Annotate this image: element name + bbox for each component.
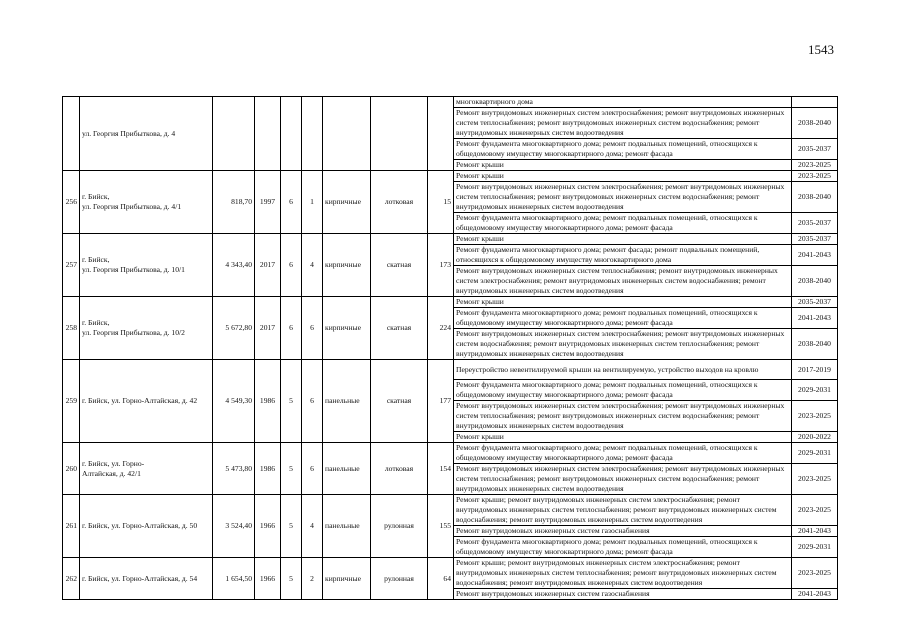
- period-cell: 2023-2025: [792, 160, 838, 171]
- roof-type-cell: скатная: [371, 360, 428, 443]
- table-row: [63, 234, 838, 245]
- table-row: [63, 297, 838, 308]
- row-number-cell: 261: [63, 495, 80, 558]
- work-type-cell: Ремонт крыши: [454, 234, 792, 245]
- period-cell: 2023-2025: [792, 495, 838, 526]
- period-cell: 2023-2025: [792, 401, 838, 432]
- row-number-cell: 256: [63, 171, 80, 234]
- empty-cell: [255, 97, 281, 171]
- area-cell: 5 672,80: [213, 297, 255, 360]
- entrances-cell: 6: [302, 297, 323, 360]
- work-type-cell: Ремонт внутридомовых инженерных систем электроснабжения; ремонт внутридомовых инженерных систем теплоснабжения; ремонт внутридомовых инженерных систем водоснабжения; ремонт внутридомовых инженерных систем водоотведения: [454, 401, 792, 432]
- floors-cell: 6: [281, 297, 302, 360]
- area-cell: 818,70: [213, 171, 255, 234]
- area-cell: 4 549,30: [213, 360, 255, 443]
- period-cell: 2029-2031: [792, 380, 838, 401]
- period-cell: 2020-2022: [792, 432, 838, 443]
- empty-cell: [323, 97, 371, 171]
- period-cell: 2035-2037: [792, 297, 838, 308]
- period-cell: 2041-2043: [792, 308, 838, 329]
- period-cell: 2038-2040: [792, 108, 838, 139]
- work-type-cell: Ремонт фундамента многоквартирного дома; ремонт подвальных помещений, относящихся к общедомовому имуществу многоквартирного дома; ремонт фасада: [454, 537, 792, 558]
- floors-cell: 5: [281, 558, 302, 600]
- apartments-cell: 224: [428, 297, 454, 360]
- work-type-cell: Ремонт внутридомовых инженерных систем теплоснабжения; ремонт внутридомовых инженерных систем электроснабжения; ремонт внутридомовых инженерных систем водоснабжения; ремонт внутридомовых инженерных систем водоотведения: [454, 266, 792, 297]
- floors-cell: 6: [281, 234, 302, 297]
- roof-type-cell: рулонная: [371, 495, 428, 558]
- work-type-cell: многоквартирного дома: [454, 97, 792, 108]
- address-cell: г. Бийск, ул. Георгия Прибыткова, д. 10/2: [80, 297, 213, 360]
- floors-cell: 6: [281, 171, 302, 234]
- entrances-cell: 4: [302, 234, 323, 297]
- table-row: [63, 558, 838, 589]
- entrances-cell: 6: [302, 443, 323, 495]
- work-type-cell: Ремонт внутридомовых инженерных систем электроснабжения; ремонт внутридомовых инженерных систем теплоснабжения; ремонт внутридомовых инженерных систем водоснабжения; ремонт внутридомовых инженерных систем водоотведения: [454, 108, 792, 139]
- period-cell: 2023-2025: [792, 558, 838, 589]
- period-cell: 2029-2031: [792, 443, 838, 464]
- period-cell: 2041-2043: [792, 245, 838, 266]
- area-cell: 5 473,80: [213, 443, 255, 495]
- page-number: 1543: [808, 42, 834, 57]
- wall-material-cell: панельные: [323, 495, 371, 558]
- roof-type-cell: рулонная: [371, 558, 428, 600]
- work-type-cell: Ремонт фундамента многоквартирного дома; ремонт подвальных помещений, относящихся к общедомовому имуществу многоквартирного дома; ремонт фасада: [454, 213, 792, 234]
- wall-material-cell: панельные: [323, 360, 371, 443]
- work-type-cell: Ремонт крыши: [454, 171, 792, 182]
- year-cell: 1997: [255, 171, 281, 234]
- area-cell: 1 654,50: [213, 558, 255, 600]
- row-number-cell: 262: [63, 558, 80, 600]
- work-type-cell: Ремонт крыши: [454, 160, 792, 171]
- work-type-cell: Ремонт крыши: [454, 432, 792, 443]
- year-cell: 2017: [255, 297, 281, 360]
- floors-cell: 5: [281, 495, 302, 558]
- entrances-cell: 2: [302, 558, 323, 600]
- period-cell: 2035-2037: [792, 234, 838, 245]
- area-cell: 4 343,40: [213, 234, 255, 297]
- apartments-cell: 154: [428, 443, 454, 495]
- row-number-cell: 258: [63, 297, 80, 360]
- period-cell: 2017-2019: [792, 360, 838, 380]
- empty-cell: [302, 97, 323, 171]
- table-row: [63, 443, 838, 464]
- wall-material-cell: панельные: [323, 443, 371, 495]
- roof-type-cell: скатная: [371, 234, 428, 297]
- work-type-cell: Ремонт внутридомовых инженерных систем электроснабжения; ремонт внутридомовых инженерных систем теплоснабжения; ремонт внутридомовых инженерных систем водоснабжения; ремонт внутридомовых инженерных систем водоотведения: [454, 182, 792, 213]
- address-cell: г. Бийск, ул. Горно-Алтайская, д. 50: [80, 495, 213, 558]
- address-cell: г. Бийск, ул. Горно-Алтайская, д. 54: [80, 558, 213, 600]
- work-type-cell: Ремонт фундамента многоквартирного дома; ремонт подвальных помещений, относящихся к общедомовому имуществу многоквартирного дома; ремонт фасада: [454, 139, 792, 160]
- year-cell: 1966: [255, 495, 281, 558]
- floors-cell: 5: [281, 443, 302, 495]
- address-cell: ул. Георгия Прибыткова, д. 4: [80, 97, 213, 171]
- year-cell: 1986: [255, 443, 281, 495]
- table-row: [63, 171, 838, 182]
- table-row: [63, 360, 838, 380]
- apartments-cell: 64: [428, 558, 454, 600]
- address-cell: г. Бийск, ул. Горно- Алтайская, д. 42/1: [80, 443, 213, 495]
- row-number-cell: 257: [63, 234, 80, 297]
- row-number-cell: 260: [63, 443, 80, 495]
- period-cell: 2041-2043: [792, 589, 838, 600]
- period-cell: 2023-2025: [792, 171, 838, 182]
- work-type-cell: Ремонт крыши; ремонт внутридомовых инженерных систем электроснабжения; ремонт внутридомовых инженерных систем теплоснабжения; ремонт внутридомовых инженерных систем водоснабжения; ремонт внутридомовых инженерных систем водоотведения: [454, 495, 792, 526]
- floors-cell: 5: [281, 360, 302, 443]
- year-cell: 2017: [255, 234, 281, 297]
- work-type-cell: Ремонт внутридомовых инженерных систем электроснабжения; ремонт внутридомовых инженерных систем теплоснабжения; ремонт внутридомовых инженерных систем водоснабжения; ремонт внутридомовых инженерных систем водоотведения: [454, 464, 792, 495]
- work-type-cell: Ремонт внутридомовых инженерных систем электроснабжения; ремонт внутридомовых инженерных систем водоснабжения; ремонт внутридомовых инженерных систем теплоснабжения; ремонт внутридомовых инженерных систем водоотведения: [454, 329, 792, 360]
- work-type-cell: Ремонт крыши; ремонт внутридомовых инженерных систем электроснабжения; ремонт внутридомовых инженерных систем теплоснабжения; ремонт внутридомовых инженерных систем водоснабжения; ремонт внутридомовых инженерных систем водоотведения: [454, 558, 792, 589]
- roof-type-cell: лотковая: [371, 171, 428, 234]
- year-cell: 1966: [255, 558, 281, 600]
- period-cell: 2041-2043: [792, 526, 838, 537]
- work-type-cell: Ремонт фундамента многоквартирного дома; ремонт подвальных помещений, относящихся к общедомовому имуществу многоквартирного дома; ремонт фасада: [454, 443, 792, 464]
- roof-type-cell: скатная: [371, 297, 428, 360]
- address-cell: г. Бийск, ул. Георгия Прибыткова, д. 10/1: [80, 234, 213, 297]
- table-row: [63, 495, 838, 526]
- empty-cell: [371, 97, 428, 171]
- entrances-cell: 4: [302, 495, 323, 558]
- period-cell: 2038-2040: [792, 266, 838, 297]
- wall-material-cell: кирпичные: [323, 171, 371, 234]
- address-cell: г. Бийск, ул. Горно-Алтайская, д. 42: [80, 360, 213, 443]
- work-type-cell: Ремонт внутридомовых инженерных систем газоснабжения: [454, 526, 792, 537]
- year-cell: 1986: [255, 360, 281, 443]
- empty-cell: [281, 97, 302, 171]
- work-type-cell: Ремонт фундамента многоквартирного дома; ремонт подвальных помещений, относящихся к общедомовому имуществу многоквартирного дома; ремонт фасада: [454, 308, 792, 329]
- work-type-cell: Ремонт внутридомовых инженерных систем газоснабжения: [454, 589, 792, 600]
- period-cell: 2035-2037: [792, 139, 838, 160]
- period-cell: 2023-2025: [792, 464, 838, 495]
- empty-cell: [428, 97, 454, 171]
- period-cell: 2038-2040: [792, 329, 838, 360]
- roof-type-cell: лотковая: [371, 443, 428, 495]
- work-type-cell: Ремонт фундамента многоквартирного дома; ремонт подвальных помещений, относящихся к общедомовому имуществу многоквартирного дома; ремонт фасада: [454, 380, 792, 401]
- entrances-cell: 6: [302, 360, 323, 443]
- entrances-cell: 1: [302, 171, 323, 234]
- apartments-cell: 155: [428, 495, 454, 558]
- area-cell: 3 524,40: [213, 495, 255, 558]
- work-type-cell: Ремонт крыши: [454, 297, 792, 308]
- apartments-cell: 15: [428, 171, 454, 234]
- apartments-cell: 173: [428, 234, 454, 297]
- empty-cell: [213, 97, 255, 171]
- table-row: [63, 97, 838, 108]
- address-cell: г. Бийск, ул. Георгия Прибыткова, д. 4/1: [80, 171, 213, 234]
- wall-material-cell: кирпичные: [323, 234, 371, 297]
- capital-repair-table: [62, 96, 838, 600]
- period-cell: 2035-2037: [792, 213, 838, 234]
- wall-material-cell: кирпичные: [323, 297, 371, 360]
- row-number-cell: [63, 97, 80, 171]
- period-cell: 2038-2040: [792, 182, 838, 213]
- period-cell: [792, 97, 838, 108]
- work-type-cell: Ремонт фундамента многоквартирного дома; ремонт фасада; ремонт подвальных помещений, относящихся к общедомовому имуществу многоквартирного дома: [454, 245, 792, 266]
- apartments-cell: 177: [428, 360, 454, 443]
- row-number-cell: 259: [63, 360, 80, 443]
- period-cell: 2029-2031: [792, 537, 838, 558]
- work-type-cell: Переустройство невентилируемой крыши на вентилируемую, устройство выходов на кровлю: [454, 360, 792, 380]
- wall-material-cell: кирпичные: [323, 558, 371, 600]
